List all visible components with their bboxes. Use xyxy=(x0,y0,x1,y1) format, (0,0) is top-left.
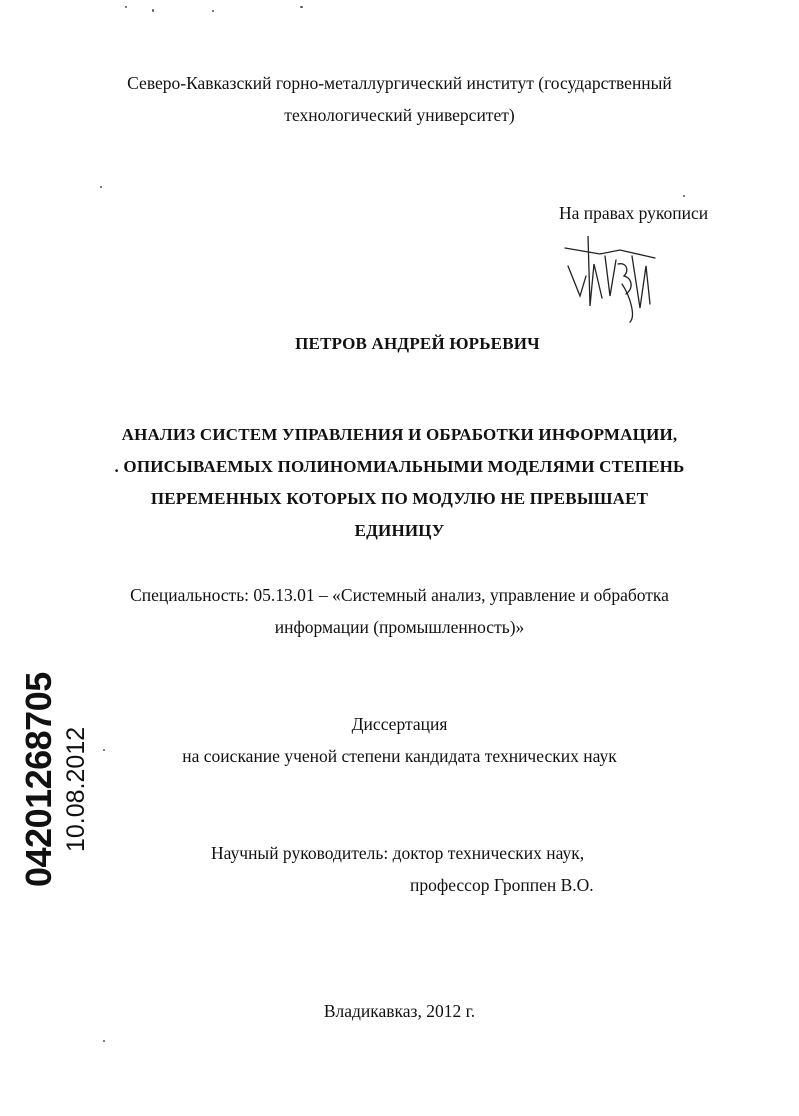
scan-speck xyxy=(212,10,214,12)
author-name: ПЕТРОВ АНДРЕЙ ЮРЬЕВИЧ xyxy=(295,334,540,353)
specialty-line-2: информации (промышленность)» xyxy=(274,617,525,637)
institution-line-2: технологический университет) xyxy=(284,105,515,125)
scan-speck xyxy=(683,195,685,197)
scan-speck xyxy=(125,6,127,8)
library-stamp-date: 10.08.2012 xyxy=(62,726,90,852)
signature-image xyxy=(560,236,670,326)
city-year: Владикавказ, 2012 г. xyxy=(323,1001,476,1021)
library-stamp-number: 04201268705 xyxy=(18,672,59,887)
specialty-line-1: Специальность: 05.13.01 – «Системный анализ, управление и обработка xyxy=(130,585,669,605)
institution-line-1: Северо-Кавказский горно-металлургический институт (государственный xyxy=(127,73,672,93)
title-line-4: ЕДИНИЦУ xyxy=(354,521,445,540)
degree-line: на соискание ученой степени кандидата технических наук xyxy=(182,746,617,766)
manuscript-note: На правах рукописи xyxy=(559,203,709,223)
supervisor-line-2: профессор Гроппен В.О. xyxy=(410,875,594,895)
scan-speck xyxy=(300,6,303,8)
dissertation-label: Диссертация xyxy=(351,714,448,734)
supervisor-line-1: Научный руководитель: доктор технических наук, xyxy=(211,843,585,863)
scan-speck xyxy=(103,749,105,751)
scan-speck xyxy=(103,1040,105,1042)
title-line-3: ПЕРЕМЕННЫХ КОТОРЫХ ПО МОДУЛЮ НЕ ПРЕВЫШАЕТ xyxy=(150,489,649,508)
scan-speck xyxy=(100,186,102,188)
title-line-2: . ОПИСЫВАЕМЫХ ПОЛИНОМИАЛЬНЫМИ МОДЕЛЯМИ СТЕПЕНЬ xyxy=(114,457,685,476)
scan-speck xyxy=(152,9,154,12)
title-line-1: АНАЛИЗ СИСТЕМ УПРАВЛЕНИЯ И ОБРАБОТКИ ИНФОРМАЦИИ, xyxy=(121,425,678,444)
